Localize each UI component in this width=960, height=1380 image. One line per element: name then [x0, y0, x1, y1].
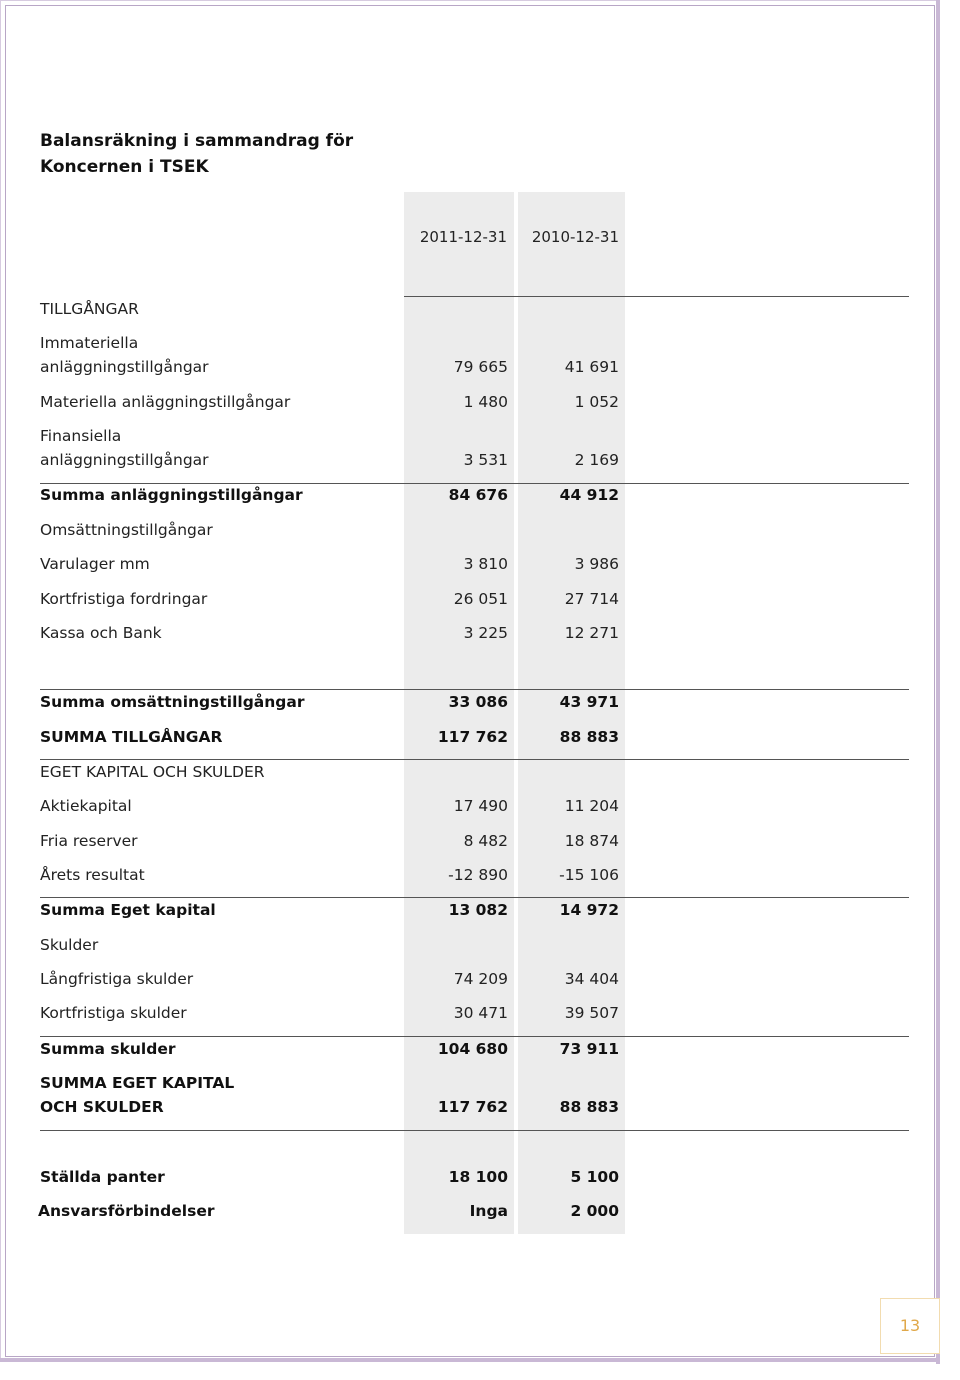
row-label: SUMMA TILLGÅNGAR	[40, 728, 223, 746]
row-label: TILLGÅNGAR	[40, 300, 139, 318]
value-2010: 88 883	[559, 1098, 619, 1116]
row-label: Kortfristiga fordringar	[40, 590, 208, 608]
value-2011: 3 810	[463, 555, 508, 573]
row-label: Årets resultat	[40, 866, 145, 884]
row-label: Ställda panter	[40, 1168, 165, 1186]
value-2010: 18 874	[564, 832, 619, 850]
value-2010: 39 507	[564, 1004, 619, 1022]
row-label: Kassa och Bank	[40, 624, 162, 642]
value-2010: 2 169	[574, 451, 619, 469]
value-2011: 84 676	[448, 486, 508, 504]
value-2010: 3 986	[574, 555, 619, 573]
page-number: 13	[880, 1298, 940, 1354]
value-2010: 12 271	[564, 624, 619, 642]
value-2010: -15 106	[559, 866, 619, 884]
page-frame-shadow-bottom	[0, 1358, 940, 1362]
row-label: Skulder	[40, 936, 99, 954]
value-2011: 8 482	[463, 832, 508, 850]
value-2010: 14 972	[559, 901, 619, 919]
value-2011: 18 100	[448, 1168, 508, 1186]
separator-line	[404, 296, 909, 297]
column-header-2011: 2011-12-31	[419, 228, 507, 246]
value-2010: 11 204	[564, 797, 619, 815]
value-2011: 1 480	[463, 393, 508, 411]
row-label: Långfristiga skulder	[40, 970, 194, 988]
value-2011: 13 082	[448, 901, 508, 919]
value-2010: 41 691	[564, 358, 619, 376]
title-line-2: Koncernen i TSEK	[40, 157, 209, 177]
row-label: SUMMA EGET KAPITAL OCH SKULDER	[40, 1074, 235, 1116]
value-2010: 5 100	[570, 1168, 619, 1186]
page-title	[40, 128, 353, 180]
value-2011: 74 209	[453, 970, 508, 988]
value-2011: 17 490	[453, 797, 508, 815]
value-2011: 3 531	[463, 451, 508, 469]
row-label: Summa skulder	[40, 1040, 176, 1058]
column-header-2010: 2010-12-31	[531, 228, 619, 246]
value-2011: -12 890	[448, 866, 508, 884]
value-2011: 117 762	[437, 1098, 508, 1116]
separator-line	[40, 1130, 909, 1131]
row-label: Immateriella anläggningstillgångar	[40, 334, 209, 376]
row-label: Finansiella anläggningstillgångar	[40, 427, 209, 469]
value-2010: 1 052	[574, 393, 619, 411]
value-2010: 44 912	[559, 486, 619, 504]
value-2010: 34 404	[564, 970, 619, 988]
row-label: Aktiekapital	[40, 797, 132, 815]
value-2011: 79 665	[453, 358, 508, 376]
row-label: Fria reserver	[40, 832, 138, 850]
page-frame-shadow-right	[936, 0, 940, 1364]
row-label: EGET KAPITAL OCH SKULDER	[40, 763, 265, 781]
row-label: Materiella anläggningstillgångar	[40, 393, 291, 411]
value-2011: 30 471	[453, 1004, 508, 1022]
row-label: Omsättningstillgångar	[40, 521, 213, 539]
value-2010: 43 971	[559, 693, 619, 711]
row-label: Ansvarsförbindelser	[38, 1202, 215, 1220]
value-2011: 117 762	[437, 728, 508, 746]
value-2011: 26 051	[453, 590, 508, 608]
row-label: Kortfristiga skulder	[40, 1004, 187, 1022]
value-2010: 2 000	[570, 1202, 619, 1220]
value-2011: 3 225	[463, 624, 508, 642]
value-2011: 104 680	[437, 1040, 508, 1058]
row-label: Summa anläggningstillgångar	[40, 486, 303, 504]
row-label: Summa omsättningstillgångar	[40, 693, 305, 711]
title-line-1: Balansräkning i sammandrag för	[40, 131, 354, 151]
value-2011: Inga	[469, 1202, 508, 1220]
row-label: Summa Eget kapital	[40, 901, 216, 919]
value-2010: 88 883	[559, 728, 619, 746]
value-2010: 73 911	[559, 1040, 619, 1058]
row-label: Varulager mm	[40, 555, 150, 573]
value-2010: 27 714	[564, 590, 619, 608]
value-2011: 33 086	[448, 693, 508, 711]
